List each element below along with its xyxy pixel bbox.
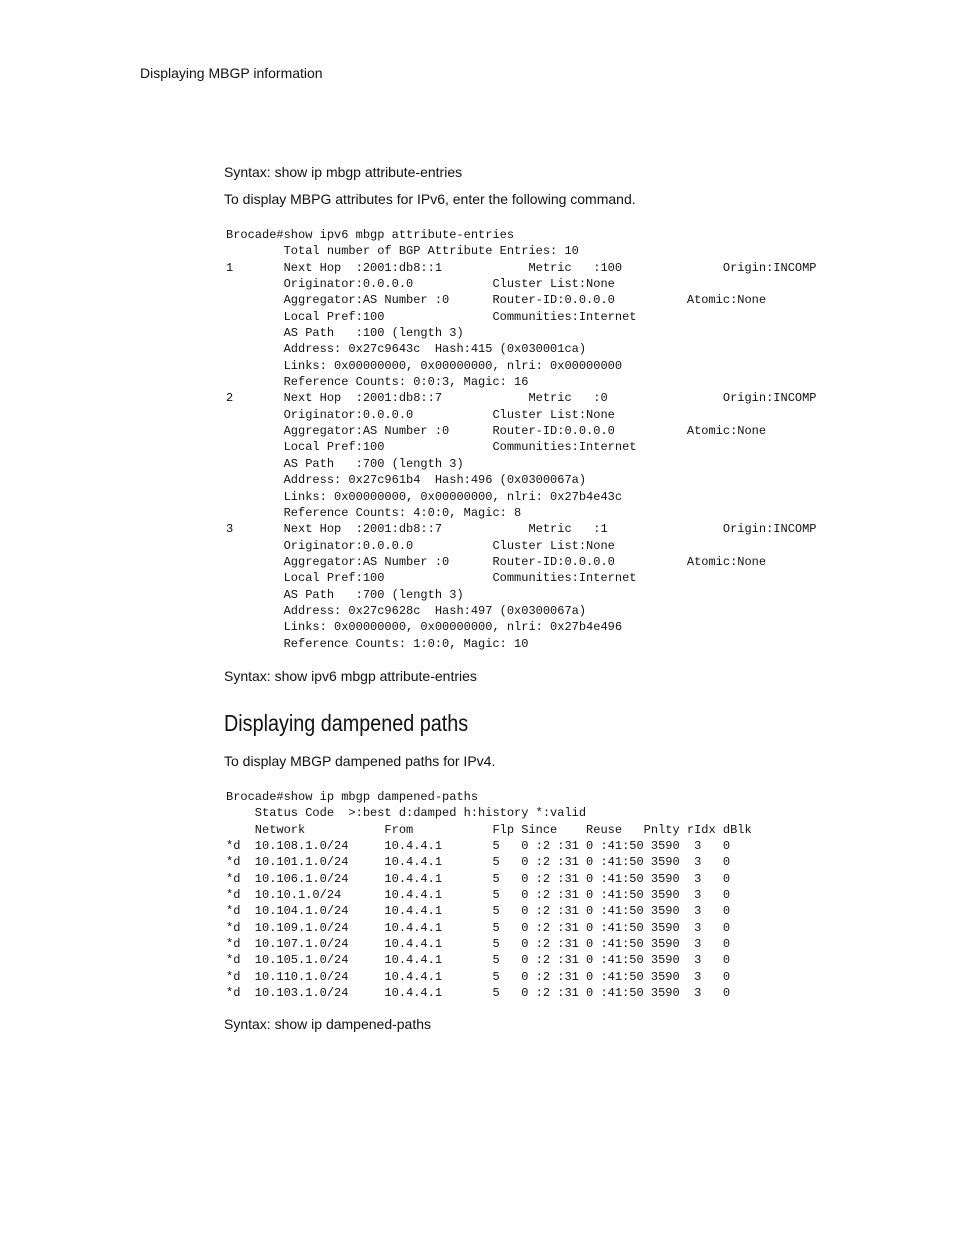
syntax-ipv6-attribute-entries: Syntax: show ipv6 mbgp attribute-entries (224, 668, 477, 684)
syntax-dampened-paths: Syntax: show ip dampened-paths (224, 1016, 432, 1032)
running-header: Displaying MBGP information (140, 65, 323, 81)
intro-ipv6-attributes: To display MBPG attributes for IPv6, enter the following command. (224, 191, 636, 207)
attribute-entries-output: Brocade#show ipv6 mbgp attribute-entries Total number of BGP Attribute Entries: 10 1 Next Hop :2001:db8::1 Metric :100 Origin:INCOMP Originator:0.0.0.0 Cluster List:None Aggregator:AS Number :0 Router-ID:0.0.0.0 Atomic:None Local Pref:100 Communities:Internet AS Path :100 (length 3) Address: 0x27c9643c Hash:415 (0x030001ca) Links: 0x00000000, 0x00000000, nlri: 0x00000000 Reference Counts: 0:0:3, Magic: 16 2 Next Hop :2001:db8::7 Metric :0 Origin:INCOMP Originator:0.0.0.0 Cluster List:None Aggregator:AS Number :0 Router-ID:0.0.0.0 Atomic:None Local Pref:100 Communities:Internet AS Path :700 (length 3) Address: 0x27c961b4 Hash:496 (0x0300067a) Links: 0x00000000, 0x00000000, nlri: 0x27b4e43c Reference Counts: 4:0:0, Magic: 8 3 Next Hop :2001:db8::7 Metric :1 Origin:INCOMP Originator:0.0.0.0 Cluster List:None Aggregator:AS Number :0 Router-ID:0.0.0.0 Atomic:None Local Pref:100 Communities:Internet AS Path :700 (length 3) Address: 0x27c9628c Hash:497 (0x0300067a) Links: 0x00000000, 0x00000000, nlri: 0x27b4e496 Reference Counts: 1:0:0, Magic: 10 (226, 228, 817, 651)
intro-dampened-paths: To display MBGP dampened paths for IPv4. (224, 753, 496, 769)
syntax-ipv4-attribute-entries: Syntax: show ip mbgp attribute-entries (224, 164, 463, 180)
heading-dampened-paths: Displaying dampened paths (224, 710, 469, 736)
dampened-paths-output: Brocade#show ip mbgp dampened-paths Status Code >:best d:damped h:history *:valid Network From Flp Since Reuse Pnlty rIdx dBlk *d 10.108.1.0/24 10.4.4.1 5 0 :2 :31 0 :41:50 3590 3 0 *d 10.101.1.0/24 10.4.4.1 5 0 :2 :31 0 :41:50 3590 3 0 *d 10.106.1.0/24 10.4.4.1 5 0 :2 :31 0 :41:50 3590 3 0 *d 10.10.1.0/24 10.4.4.1 5 0 :2 :31 0 :41:50 3590 3 0 *d 10.104.1.0/24 10.4.4.1 5 0 :2 :31 0 :41:50 3590 3 0 *d 10.109.1.0/24 10.4.4.1 5 0 :2 :31 0 :41:50 3590 3 0 *d 10.107.1.0/24 10.4.4.1 5 0 :2 :31 0 :41:50 3590 3 0 *d 10.105.1.0/24 10.4.4.1 5 0 :2 :31 0 :41:50 3590 3 0 *d 10.110.1.0/24 10.4.4.1 5 0 :2 :31 0 :41:50 3590 3 0 *d 10.103.1.0/24 10.4.4.1 5 0 :2 :31 0 :41:50 3590 3 0 (226, 790, 752, 1001)
